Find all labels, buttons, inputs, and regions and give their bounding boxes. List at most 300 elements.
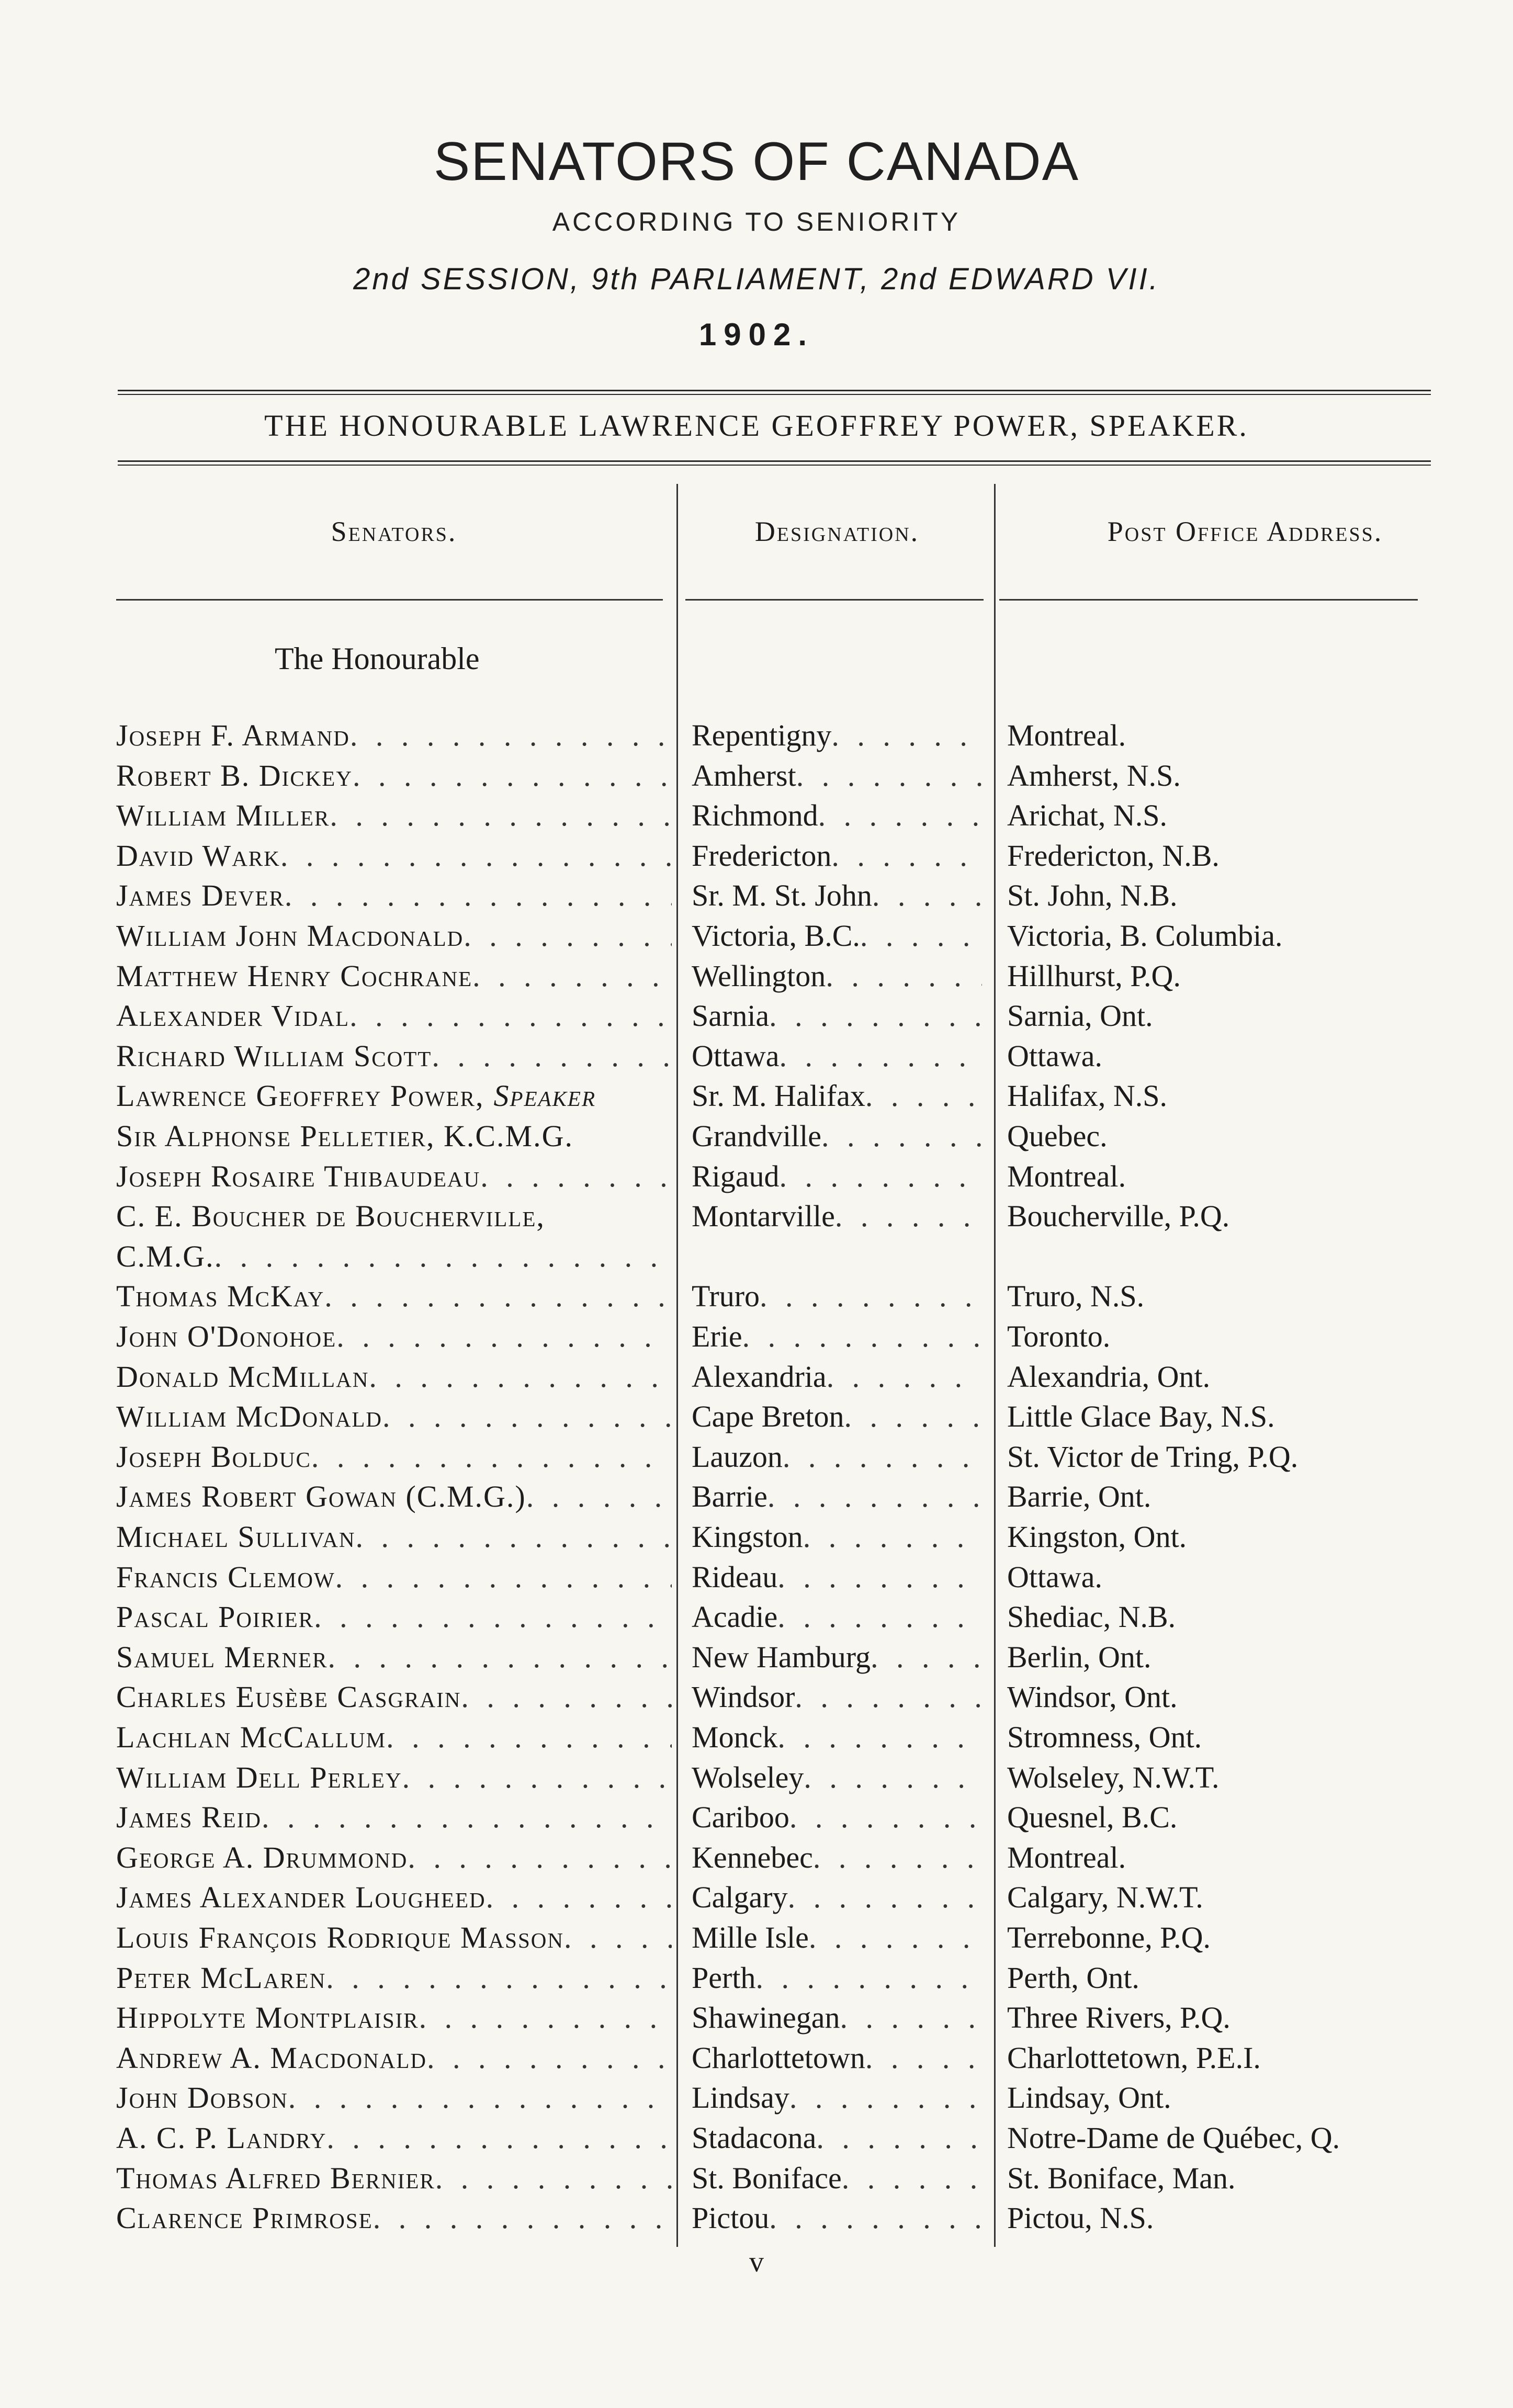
table-row (0, 1800, 1513, 1839)
post-office-address-text: Fredericton, N.B. (1007, 838, 1220, 873)
post-office-address-text: Montreal. (1007, 1840, 1126, 1874)
dot-leader (419, 2000, 672, 2035)
dot-leader (742, 1319, 982, 1354)
designation-text: Lauzon (692, 1439, 783, 1474)
dot-leader (373, 2200, 672, 2235)
post-office-address-text: St. Boniface, Man. (1007, 2161, 1236, 2195)
table-row (0, 958, 1513, 998)
designation-text: Repentigny (692, 718, 832, 752)
senator-name-text: Alexander Vidal (116, 999, 350, 1033)
senator-name-text: Lawrence Geoffrey Power, (116, 1079, 484, 1113)
dot-leader (804, 1760, 982, 1795)
senator-name (116, 1199, 672, 1234)
senator-name-text: John Dobson (116, 2081, 288, 2115)
post-office-address-text: Ottawa. (1007, 1559, 1102, 1594)
dot-leader (461, 1679, 672, 1714)
designation-text: Pictou (692, 2201, 770, 2235)
mid-rule-thin (118, 465, 1431, 466)
designation (692, 838, 982, 873)
dot-leader (860, 918, 982, 953)
designation (692, 1840, 982, 1875)
senator-name (116, 2200, 672, 2235)
designation (692, 1038, 982, 1073)
post-office-address-text: Montreal. (1007, 1159, 1126, 1193)
designation (692, 718, 982, 753)
designation (692, 1800, 982, 1835)
senator-name (116, 1439, 672, 1474)
designation-text: Mille Isle (692, 1920, 809, 1954)
table-row (0, 1479, 1513, 1519)
designation-text: St. Boniface (692, 2161, 842, 2195)
senator-name-text: Michael Sullivan (116, 1520, 356, 1554)
designation-text: Sr. M. Halifax (692, 1079, 865, 1113)
designation-text: Lindsay (692, 2081, 789, 2115)
dot-leader (326, 2120, 672, 2155)
senator-name-text: Sir Alphonse Pelletier, K.C.M.G. (116, 1119, 574, 1153)
dot-leader (435, 2161, 672, 2196)
post-office-address (1007, 1640, 1494, 1675)
post-office-address (1007, 2161, 1494, 2196)
post-office-address (1007, 1920, 1494, 1955)
dot-leader (760, 1279, 982, 1314)
senator-name (116, 1760, 672, 1795)
dot-leader (472, 958, 672, 993)
table-row (0, 998, 1513, 1038)
dot-leader (767, 1479, 982, 1514)
header-underline-designation (685, 599, 984, 601)
dot-leader (831, 838, 982, 873)
post-office-address-text: Barrie, Ont. (1007, 1479, 1151, 1514)
page-subtitle: ACCORDING TO SENIORITY (552, 207, 961, 236)
senator-name-text: Thomas McKay (116, 1279, 325, 1314)
designation-text: Kingston (692, 1520, 803, 1554)
senator-name-text: Louis François Rodrique Masson (116, 1920, 564, 1954)
post-office-address-text: Quesnel, B.C. (1007, 1800, 1178, 1835)
senator-name (116, 1599, 672, 1634)
senator-name (116, 1559, 672, 1595)
table-row (0, 1439, 1513, 1479)
senator-name-text: Peter McLaren (116, 1960, 326, 1995)
speaker-line: THE HONOURABLE LAWRENCE GEOFFREY POWER, SPEAKER. (264, 409, 1249, 443)
dot-leader (826, 958, 982, 993)
designation (692, 1479, 982, 1514)
post-office-address (1007, 1439, 1494, 1474)
dot-leader (356, 1519, 672, 1554)
senator-name-text: Richard William Scott (116, 1038, 432, 1073)
post-office-address (1007, 1679, 1494, 1714)
post-office-address (1007, 1720, 1494, 1755)
table-row (0, 1038, 1513, 1078)
senator-name (116, 1960, 672, 1995)
table-row (0, 798, 1513, 838)
senator-name-text: Joseph Bolduc (116, 1439, 311, 1474)
dot-leader (262, 1800, 672, 1835)
designation (692, 918, 982, 953)
post-office-address (1007, 1319, 1494, 1354)
designation (692, 1960, 982, 1995)
dot-leader (280, 838, 672, 873)
post-office-address-text: Victoria, B. Columbia. (1007, 919, 1283, 953)
table-row (0, 1519, 1513, 1559)
designation (692, 1199, 982, 1234)
post-office-address-text: Montreal. (1007, 718, 1126, 752)
designation (692, 1439, 982, 1474)
designation-text: New Hamburg (692, 1640, 871, 1674)
header-underline-address (999, 599, 1418, 601)
senator-name (116, 2080, 672, 2115)
dot-leader (818, 798, 982, 833)
post-office-address (1007, 918, 1494, 953)
dot-leader (803, 1519, 982, 1554)
designation-text: Windsor (692, 1680, 795, 1714)
senator-name-text: James Dever (116, 878, 285, 913)
column-header-designation: Designation. (754, 516, 920, 547)
senator-name-text: James Alexander Lougheed (116, 1880, 486, 1915)
post-office-address (1007, 758, 1494, 793)
designation (692, 2120, 982, 2155)
table-row (0, 1159, 1513, 1199)
senator-name-text: Andrew A. Macdonald (116, 2040, 427, 2075)
table-row (0, 1078, 1513, 1118)
table-row (0, 1319, 1513, 1359)
post-office-address-text: Kingston, Ont. (1007, 1520, 1187, 1554)
post-office-address (1007, 998, 1494, 1033)
senator-name-text: Robert B. Dickey (116, 758, 353, 793)
designation-text: Barrie (692, 1479, 767, 1514)
senator-name-text: Matthew Henry Cochrane (116, 958, 473, 993)
designation (692, 958, 982, 993)
senator-name-text: C. E. Boucher de Boucherville, (116, 1199, 545, 1234)
table-row (0, 758, 1513, 798)
column-header-address: Post Office Address. (1107, 516, 1383, 547)
designation-text: Grandville (692, 1119, 822, 1153)
dot-leader (564, 1920, 672, 1955)
table-row (0, 1679, 1513, 1719)
senator-name (116, 1319, 672, 1354)
designation (692, 2000, 982, 2035)
post-office-address (1007, 2120, 1494, 2155)
designation-text: Victoria, B.C. (692, 919, 860, 953)
senator-name (116, 1359, 672, 1394)
dot-leader (788, 1880, 982, 1915)
senator-name (116, 1479, 672, 1514)
page-title: SENATORS OF CANADA (433, 131, 1080, 192)
senator-name-text: Charles Eusèbe Casgrain (116, 1680, 461, 1714)
dot-leader (369, 1359, 672, 1394)
dot-leader (285, 878, 672, 913)
mid-rule (118, 460, 1431, 462)
table-row (0, 2120, 1513, 2160)
dot-leader (464, 918, 672, 953)
designation (692, 1640, 982, 1675)
senator-name (116, 1519, 672, 1554)
dot-leader (326, 1960, 672, 1995)
designation-text: Wolseley (692, 1760, 804, 1794)
dot-leader (314, 1599, 672, 1634)
dot-leader (840, 2000, 983, 2035)
post-office-address (1007, 1880, 1494, 1915)
post-office-address (1007, 1840, 1494, 1875)
dot-leader (780, 1038, 983, 1073)
designation-text: Cariboo (692, 1800, 789, 1835)
designation-text: Perth (692, 1960, 756, 1995)
post-office-address (1007, 1118, 1494, 1154)
dot-leader (335, 1559, 672, 1595)
designation (692, 2080, 982, 2115)
year-line: 1902. (698, 317, 815, 352)
dot-leader (809, 1920, 982, 1955)
dot-leader (324, 1279, 672, 1314)
senator-name-text: William Dell Perley (116, 1760, 402, 1794)
senator-name (116, 958, 672, 993)
post-office-address-text: Terrebonne, P.Q. (1007, 1920, 1211, 1954)
designation (692, 1118, 982, 1154)
senator-name (116, 878, 672, 913)
dot-leader (349, 998, 672, 1033)
post-office-address-text: Calgary, N.W.T. (1007, 1880, 1203, 1915)
post-office-address-text: Lindsay, Ont. (1007, 2081, 1171, 2115)
dot-leader (777, 1599, 982, 1634)
senator-name (116, 918, 672, 953)
senator-name (116, 2120, 672, 2155)
post-office-address-text: Three Rivers, P.Q. (1007, 2000, 1230, 2035)
designation (692, 1359, 982, 1394)
designation-text: Charlottetown (692, 2040, 865, 2075)
senator-name-text: Joseph F. Armand (116, 718, 350, 752)
dot-leader (382, 1399, 672, 1434)
dot-leader (842, 2161, 982, 2196)
post-office-address (1007, 2040, 1494, 2075)
dot-leader (408, 1840, 672, 1875)
designation-text: Montarville (692, 1199, 835, 1234)
dot-leader (777, 1559, 982, 1595)
senator-name (116, 1399, 672, 1434)
page-number: v (749, 2246, 764, 2278)
designation (692, 2200, 982, 2235)
senator-name-text: John O'Donohoe (116, 1319, 337, 1353)
post-office-address (1007, 1960, 1494, 1995)
table-row (0, 1880, 1513, 1919)
senator-name (116, 1800, 672, 1835)
senator-name-text: George A. Drummond (116, 1840, 408, 1874)
senator-name-text: Lachlan McCallum (116, 1720, 387, 1754)
post-office-address-text: Shediac, N.B. (1007, 1600, 1176, 1634)
designation (692, 1599, 982, 1634)
senator-name-text: A. C. P. Landry (116, 2121, 327, 2155)
post-office-address (1007, 1479, 1494, 1514)
senator-name (116, 718, 672, 753)
dot-leader (816, 2120, 982, 2155)
post-office-address-text: St. John, N.B. (1007, 878, 1178, 913)
dot-leader (821, 1118, 982, 1154)
post-office-address (1007, 1078, 1494, 1113)
senator-name (116, 758, 672, 793)
post-office-address (1007, 1159, 1494, 1194)
designation (692, 1159, 982, 1194)
senator-name (116, 1840, 672, 1875)
senator-name (116, 2040, 672, 2075)
post-office-address-text: Little Glace Bay, N.S. (1007, 1399, 1275, 1434)
dot-leader (780, 1159, 982, 1194)
senator-name-text: Joseph Rosaire Thibaudeau (116, 1159, 481, 1193)
post-office-address-text: Arichat, N.S. (1007, 798, 1168, 833)
table-row (0, 918, 1513, 958)
designation-text: Erie (692, 1319, 742, 1353)
session-line: 2nd SESSION, 9th PARLIAMENT, 2nd EDWARD VII. (353, 262, 1160, 296)
post-office-address-text: Berlin, Ont. (1007, 1640, 1151, 1674)
designation (692, 1519, 982, 1554)
post-office-address-text: Hillhurst, P.Q. (1007, 958, 1181, 993)
dot-leader (831, 718, 982, 753)
designation-text: Ottawa (692, 1038, 780, 1073)
table-row (0, 1199, 1513, 1238)
table-row (0, 1920, 1513, 1960)
post-office-address-text: Notre-Dame de Québec, Q. (1007, 2121, 1340, 2155)
post-office-address-text: Quebec. (1007, 1119, 1108, 1153)
top-rule (118, 390, 1431, 391)
post-office-address (1007, 2000, 1494, 2035)
dot-leader (353, 758, 672, 793)
table-row (0, 718, 1513, 758)
designation (692, 1679, 982, 1714)
dot-leader (865, 1078, 982, 1113)
senator-name (116, 1078, 672, 1113)
designation (692, 1760, 982, 1795)
dot-leader (796, 758, 982, 793)
table-row (0, 2000, 1513, 2040)
top-rule-thin (118, 394, 1431, 395)
speaker-tag: Speaker (493, 1079, 596, 1113)
table-row (0, 1359, 1513, 1399)
senator-name (116, 1640, 672, 1675)
dot-leader (872, 878, 982, 913)
senator-name (116, 1038, 672, 1073)
table-row (0, 1840, 1513, 1880)
post-office-address (1007, 1199, 1494, 1234)
designation-text: Amherst (692, 758, 796, 793)
post-office-address-text: Alexandria, Ont. (1007, 1359, 1211, 1394)
dot-leader (402, 1760, 672, 1795)
table-row (0, 1599, 1513, 1639)
post-office-address-text: Boucherville, P.Q. (1007, 1199, 1230, 1234)
senator-name-text: James Reid (116, 1800, 262, 1835)
designation (692, 1078, 982, 1113)
post-office-address (1007, 1760, 1494, 1795)
designation-text: Rigaud (692, 1159, 780, 1193)
designation (692, 1319, 982, 1354)
post-office-address (1007, 1599, 1494, 1634)
designation (692, 1880, 982, 1915)
post-office-address (1007, 1519, 1494, 1554)
designation (692, 1279, 982, 1314)
senator-name-text: Donald McMillan (116, 1359, 369, 1394)
table-row (0, 838, 1513, 878)
table-row (0, 1118, 1513, 1158)
table-row (0, 1960, 1513, 2000)
dot-leader (835, 1199, 982, 1234)
designation (692, 878, 982, 913)
senator-name (116, 2161, 672, 2196)
designation-text: Stadacona (692, 2121, 817, 2155)
designation-text: Rideau (692, 1559, 778, 1594)
senator-name-text: Clarence Primrose (116, 2201, 373, 2235)
senator-name-text: James Robert Gowan (C.M.G.) (116, 1479, 526, 1514)
senator-name (116, 2000, 672, 2035)
post-office-address (1007, 1800, 1494, 1835)
dot-leader (844, 1399, 982, 1434)
designation-text: Sr. M. St. John (692, 878, 872, 913)
dot-leader (336, 1319, 672, 1354)
designation-text: Acadie (692, 1600, 778, 1634)
post-office-address-text: Toronto. (1007, 1319, 1111, 1353)
designation-text: Truro (692, 1279, 760, 1314)
senator-name (116, 1239, 672, 1274)
post-office-address (1007, 958, 1494, 993)
senator-name-text: David Wark (116, 838, 280, 873)
senator-name-text: C.M.G. (116, 1239, 214, 1273)
designation (692, 798, 982, 833)
senator-name (116, 1920, 672, 1955)
table-row (0, 1720, 1513, 1759)
table-row (0, 878, 1513, 918)
header-underline-senators (116, 599, 663, 601)
senator-name-text: William John Macdonald (116, 919, 464, 953)
designation-text: Sarnia (692, 999, 770, 1033)
post-office-address (1007, 798, 1494, 833)
designation (692, 998, 982, 1033)
post-office-address-text: Charlottetown, P.E.I. (1007, 2040, 1261, 2075)
dot-leader (755, 1960, 982, 1995)
senator-name-text: Hippolyte Montplaisir (116, 2000, 419, 2035)
post-office-address (1007, 1559, 1494, 1595)
senator-name-text: William Miller (116, 798, 330, 833)
post-office-address-text: Wolseley, N.W.T. (1007, 1760, 1220, 1794)
dot-leader (486, 1880, 672, 1915)
table-row (0, 2080, 1513, 2120)
dot-leader (769, 998, 982, 1033)
post-office-address (1007, 1399, 1494, 1434)
post-office-address (1007, 1279, 1494, 1314)
dot-leader (789, 2080, 982, 2115)
dot-leader (311, 1439, 672, 1474)
dot-leader (789, 1800, 982, 1835)
dot-leader (827, 1359, 982, 1394)
designation-text: Alexandria (692, 1359, 827, 1394)
designation-text: Kennebec (692, 1840, 813, 1874)
table-row (0, 2161, 1513, 2200)
designation (692, 2161, 982, 2196)
senator-name (116, 1159, 672, 1194)
dot-leader (526, 1479, 672, 1514)
post-office-address (1007, 1359, 1494, 1394)
post-office-address-text: Stromness, Ont. (1007, 1720, 1202, 1754)
post-office-address (1007, 1038, 1494, 1073)
designation-text: Fredericton (692, 838, 832, 873)
post-office-address-text: Ottawa. (1007, 1038, 1102, 1073)
senator-name-text: Pascal Poirier (116, 1600, 314, 1634)
dot-leader (427, 2040, 672, 2075)
designation-text: Calgary (692, 1880, 788, 1915)
post-office-address-text: Amherst, N.S. (1007, 758, 1181, 793)
post-office-address (1007, 878, 1494, 913)
post-office-address-text: Truro, N.S. (1007, 1279, 1145, 1314)
dot-leader (783, 1439, 982, 1474)
dot-leader (330, 798, 672, 833)
table-row (0, 1279, 1513, 1318)
senator-name-text: Francis Clemow (116, 1559, 335, 1594)
post-office-address-text: Perth, Ont. (1007, 1960, 1139, 1995)
senator-name-text: William McDonald (116, 1399, 382, 1434)
